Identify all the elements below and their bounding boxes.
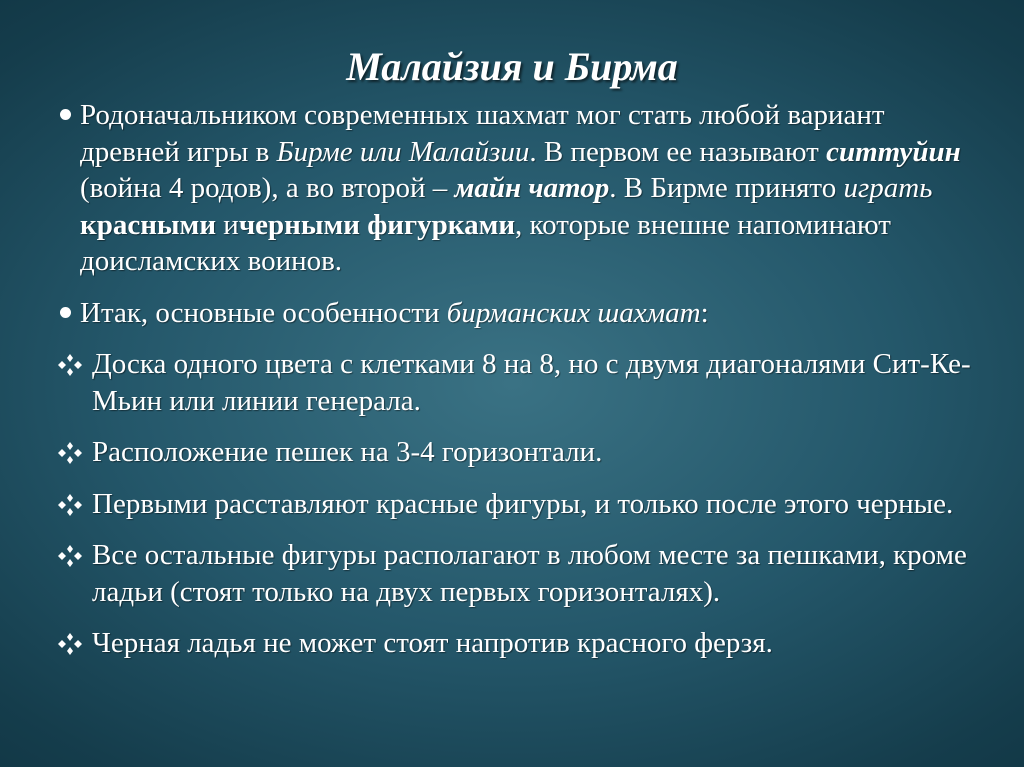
text-run: : [700, 296, 709, 329]
text-run-bold: красными [80, 208, 217, 241]
rule-text: Все остальные фигуры располагают в любом месте за пешками, кроме ладьи (стоят только на двух первых горизонталях). [92, 539, 967, 608]
text-run-italic: играть [843, 172, 933, 204]
text-run: и [216, 208, 239, 241]
text-run-bold: черными фигурками [238, 208, 516, 241]
bullet-marker [60, 295, 84, 331]
four-diamond-icon [58, 633, 82, 655]
rule-item [52, 625, 982, 662]
rule-item [52, 537, 982, 610]
rule-marker [58, 434, 92, 470]
rule-item [52, 434, 982, 471]
four-diamond-icon [58, 545, 82, 567]
rule-text: Расположение пешек на 3-4 горизонтали. [92, 436, 603, 468]
text-run-italic: Бирме или Малайзии [276, 135, 530, 168]
rule-marker [58, 486, 92, 522]
four-diamond-icon [58, 442, 82, 464]
bullet-item [52, 295, 982, 332]
text-run: (война 4 родов), а во второй – [80, 172, 455, 204]
text-run: . В первом ее называют [529, 135, 827, 168]
rule-item [52, 486, 982, 523]
text-run: Родоначальником современных шахмат мог стать любой вариант древней игры в [80, 99, 885, 168]
rule-marker [58, 625, 92, 661]
rule-marker [58, 537, 92, 573]
four-diamond-icon [58, 494, 82, 516]
paragraph-text [80, 99, 961, 277]
slide-title: Малайзия и Бирма [346, 44, 678, 89]
bullet-dot-icon [60, 109, 71, 120]
text-run-bold-italic: майн чатор [454, 172, 610, 204]
bullet-dot-icon [60, 307, 71, 318]
rule-item [52, 346, 982, 419]
bullet-item [52, 97, 982, 280]
four-diamond-icon [58, 354, 82, 376]
slide-content [52, 97, 982, 677]
text-run: , которые внешне напоминают доисламских воинов. [80, 208, 891, 277]
rule-marker [58, 346, 92, 382]
rule-text: Первыми расставляют красные фигуры, и только после этого черные. [92, 487, 954, 520]
text-run-italic: бирманских шахмат [446, 296, 701, 329]
text-run-bold-italic: ситтуйин [826, 135, 961, 168]
bullet-marker [60, 97, 84, 133]
text-run: . В Бирме принято [609, 172, 844, 204]
text-run: Итак, основные особенности [80, 296, 447, 329]
rule-text: Доска одного цвета с клетками 8 на 8, но с двумя диагоналями Сит-Ке-Мьин или линии генерала. [92, 348, 971, 417]
paragraph-text [80, 297, 709, 329]
rule-text: Черная ладья не может стоят напротив красного ферзя. [92, 627, 773, 659]
